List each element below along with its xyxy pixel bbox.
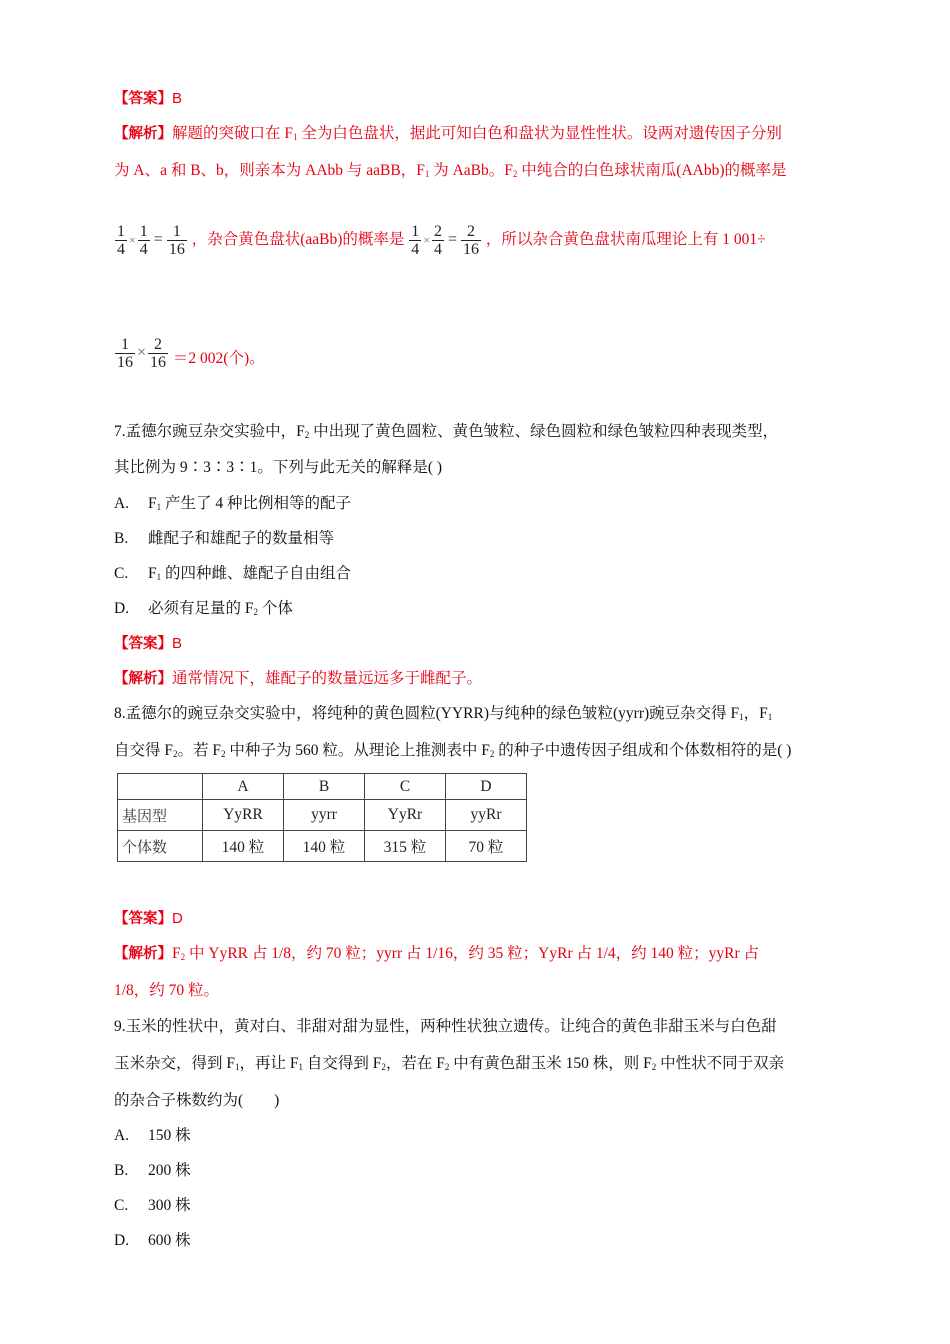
formula-2: [404, 222, 486, 258]
analysis-text: 通常情况下，雄配子的数量远远多于雌配子。: [172, 670, 483, 687]
text: ，所以杂合黄色盘状南瓜理论上有 1 001÷: [485, 231, 766, 248]
multiply-sign: ×: [137, 344, 147, 362]
subscript: 1: [156, 572, 162, 582]
table-cell: 个体数: [118, 831, 203, 862]
text: F: [172, 945, 181, 962]
subscript: 2: [489, 749, 495, 759]
analysis-tag: 【解析】: [114, 671, 172, 687]
fraction: [115, 223, 127, 258]
q7-analysis: [114, 669, 482, 689]
text: 。若 F: [177, 742, 221, 759]
table-header-cell: A: [203, 774, 284, 800]
q6-analysis-line-2: [114, 161, 787, 181]
subscript: 1: [424, 169, 430, 179]
denominator: 16: [463, 240, 480, 258]
text: 必须有足量的 F: [148, 600, 254, 617]
text: 中种子为 560 粒。从理论上推测表中 F: [225, 742, 490, 759]
denominator: 4: [411, 240, 420, 258]
q6-analysis-line-4: [114, 333, 265, 379]
q9-option-b[interactable]: [114, 1161, 191, 1181]
subscript: 2: [651, 1062, 657, 1072]
q8-answer: [114, 909, 183, 929]
analysis-tag: 【解析】: [114, 946, 172, 962]
fraction: [409, 223, 421, 258]
text: 为 AaBb。F: [429, 162, 513, 179]
numerator: 1: [172, 222, 181, 240]
numerator: 2: [154, 335, 163, 353]
q7-option-a[interactable]: [114, 494, 351, 514]
option-text: 的四种雌、雄配子自由组合: [161, 565, 352, 582]
equals-sign: =: [448, 231, 458, 249]
answer-tag: 【答案】: [114, 636, 172, 652]
subscript: 2: [173, 749, 178, 759]
subscript: 1: [235, 1062, 240, 1072]
subscript: 2: [444, 1062, 450, 1072]
option-label: C.: [114, 1197, 129, 1214]
text: 为 A、a 和 B、b，则亲本为 AAbb 与 aaBB，F: [114, 162, 425, 179]
numerator: 1: [411, 222, 420, 240]
option-text: 150 株: [148, 1127, 191, 1144]
subscript: 2: [304, 430, 310, 440]
q8-analysis-line-2: 1/8，约 70 粒。: [114, 982, 220, 999]
table-row: [118, 831, 527, 862]
answer-value: B: [172, 635, 183, 652]
table-header-row: [118, 774, 527, 800]
table-cell: 315 粒: [365, 831, 446, 862]
option-text: 产生了 4 种比例相等的配子: [161, 495, 352, 512]
q9-option-c[interactable]: [114, 1196, 191, 1216]
option-label: C.: [114, 565, 129, 582]
answer-tag: 【答案】: [114, 911, 172, 927]
subscript: 1: [293, 132, 298, 142]
text: 自交得到 F: [303, 1055, 382, 1072]
analysis-tag: 【解析】: [114, 126, 172, 142]
text: 中纯合的白色球状南瓜(AAbb)的概率是: [517, 162, 787, 179]
option-label: B.: [114, 1162, 129, 1179]
q7-stem-line-2: 其比例为 9∶3∶3∶1。下列与此无关的解释是( ): [114, 459, 443, 476]
text: ＝2 002(个)。: [172, 350, 265, 367]
denominator: 4: [434, 240, 443, 258]
text: ，若在 F: [385, 1055, 445, 1072]
denominator: 4: [139, 240, 148, 258]
q6-analysis-line-1: [114, 124, 782, 144]
subscript: 2: [221, 749, 226, 759]
table-cell: 140 粒: [203, 831, 284, 862]
table-cell: 基因型: [118, 800, 203, 831]
q6-analysis-line-3: [114, 220, 766, 260]
formula-1: [114, 222, 192, 258]
option-text: 200 株: [148, 1162, 191, 1179]
text: F: [148, 495, 157, 512]
subscript: 1: [739, 712, 744, 722]
fraction: [461, 223, 481, 258]
numerator: 1: [139, 222, 148, 240]
text: ，再让 F: [239, 1055, 299, 1072]
text: 8.孟德尔的豌豆杂交实验中，将纯种的黄色圆粒(YYRR)与纯种的绿色皱粒(yyrr)豌豆杂交得 F: [114, 705, 740, 722]
q9-option-d[interactable]: [114, 1231, 191, 1251]
table-header-cell: [118, 774, 203, 800]
text: 解题的突破口在 F: [172, 125, 293, 142]
denominator: 16: [117, 353, 133, 371]
text: ，杂合黄色盘状(aaBb)的概率是: [191, 231, 405, 248]
option-label: A.: [114, 1127, 130, 1144]
table-cell: 140 粒: [284, 831, 365, 862]
table-cell: YyRR: [203, 800, 284, 831]
table-cell: yyrr: [284, 800, 365, 831]
table-header-cell: D: [446, 774, 527, 800]
option-label: D.: [114, 1232, 130, 1249]
denominator: 4: [117, 240, 125, 258]
subscript: 2: [180, 952, 186, 962]
text: 的种子中遗传因子组成和个体数相符的是( ): [494, 742, 792, 759]
q7-option-c[interactable]: [114, 564, 351, 584]
q7-option-b[interactable]: [114, 529, 334, 549]
q8-analysis-line-1: [114, 944, 759, 964]
answer-value: D: [172, 910, 183, 927]
table-cell: yyRr: [446, 800, 527, 831]
numerator: 2: [467, 222, 476, 240]
answer-value: B: [172, 90, 183, 107]
option-label: B.: [114, 530, 129, 547]
fraction: [138, 223, 150, 258]
text: 玉米杂交，得到 F: [114, 1055, 235, 1072]
q6-answer: [114, 89, 182, 109]
table-cell: YyRr: [365, 800, 446, 831]
subscript: 1: [298, 1062, 303, 1072]
option-label: D.: [114, 600, 130, 617]
denominator: 16: [150, 353, 167, 371]
q9-stem-line-1: 9.玉米的性状中，黄对白、非甜对甜为显性，两种性状独立遗传。让纯合的黄色非甜玉米与白色甜: [114, 1018, 777, 1035]
genotype-table: [117, 773, 527, 862]
q7-stem-line-1: [114, 422, 778, 442]
text: 7.孟德尔豌豆杂交实验中，F: [114, 423, 305, 440]
q8-stem-line-2: [114, 741, 791, 761]
numerator: 1: [121, 335, 129, 353]
option-text: 600 株: [148, 1232, 191, 1249]
subscript: 2: [253, 607, 258, 617]
text: 中性状不同于双亲: [656, 1055, 785, 1072]
equals-sign: =: [153, 231, 163, 249]
text: 中出现了黄色圆粒、黄色皱粒、绿色圆粒和绿色皱粒四种表现类型，: [309, 423, 779, 440]
q9-stem-line-3: 的杂合子株数约为( ): [114, 1092, 280, 1109]
option-label: A.: [114, 495, 130, 512]
option-text: 个体: [258, 600, 293, 617]
option-text: 300 株: [148, 1197, 191, 1214]
denominator: 16: [168, 240, 185, 258]
q8-stem-line-1: [114, 704, 772, 724]
text: 中有黄色甜玉米 150 株，则 F: [449, 1055, 652, 1072]
fraction: [115, 336, 135, 371]
text: 自交得 F: [114, 742, 173, 759]
q7-option-d[interactable]: [114, 599, 293, 619]
table-header-cell: B: [284, 774, 365, 800]
table-header-cell: C: [365, 774, 446, 800]
q9-option-a[interactable]: [114, 1126, 191, 1146]
multiply-sign: ×: [129, 233, 136, 248]
table-row: [118, 800, 527, 831]
text: 中 YyRR 占 1/8，约 70 粒；yyrr 占 1/16，约 35 粒；YyRr 占 1/4，约 140 粒；yyRr 占: [185, 945, 760, 962]
q9-stem-line-2: [114, 1054, 784, 1074]
multiply-sign: ×: [423, 233, 431, 248]
formula-3: [114, 335, 173, 371]
subscript: 2: [512, 169, 518, 179]
q7-answer: [114, 634, 182, 654]
numerator: 1: [117, 222, 125, 240]
subscript: 1: [767, 712, 773, 722]
text: 全为白色盘状，据此可知白色和盘状为显性性状。设两对遗传因子分别: [297, 125, 782, 142]
fraction: [167, 223, 187, 258]
subscript: 2: [381, 1062, 386, 1072]
subscript: 1: [156, 502, 162, 512]
text: F: [148, 565, 157, 582]
answer-tag: 【答案】: [114, 91, 172, 107]
text: ，F: [743, 705, 768, 722]
fraction: [148, 336, 168, 371]
option-text: 雌配子和雄配子的数量相等: [148, 530, 335, 547]
table-cell: 70 粒: [446, 831, 527, 862]
numerator: 2: [434, 222, 443, 240]
fraction: [432, 223, 444, 258]
